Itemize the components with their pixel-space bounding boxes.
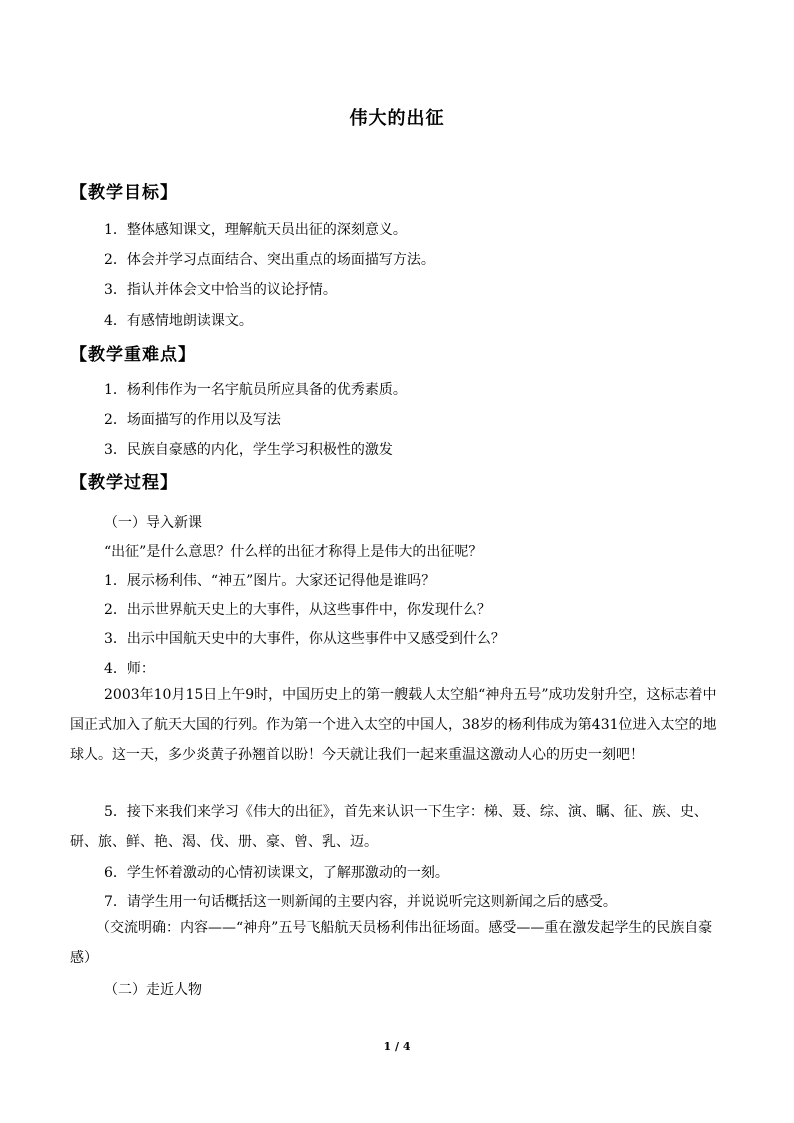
list-item: 7．请学生用一句话概括这一则新闻的主要内容，并说说听完这则新闻之后的感受。 xyxy=(104,894,617,910)
list-item: 2．出示世界航天史上的大事件，从这些事件中，你发现什么？ xyxy=(104,602,491,618)
paragraph: 5．接下来我们来学习《伟大的出征》，首先来认识一下生字：梯、聂、综、演、瞩、征、族、史、研、旅、鲜、艳、渴、伐、册、豪、曾、乳、迈。 xyxy=(70,804,708,850)
list-item: 1．展示杨利伟、“神五”图片。大家还记得他是谁吗？ xyxy=(104,573,436,589)
list-item: 3．民族自豪感的内化，学生学习积极性的激发 xyxy=(104,442,393,458)
page-number: 1 / 4 xyxy=(383,1040,411,1053)
list-item: 6．学生怀着激动的心情初读课文，了解那激动的一刻。 xyxy=(104,865,449,881)
list-item: 4．有感情地朗读课文。 xyxy=(104,313,253,329)
section-heading-goals: 【教学目标】 xyxy=(70,183,178,203)
paragraph: （交流明确：内容——“神舟”五号飞船航天员杨利伟出征场面。感受——重在激发起学生的民族自豪感） xyxy=(70,920,713,966)
list-item: 2．体会并学习点面结合、突出重点的场面描写方法。 xyxy=(104,252,435,268)
list-item: 1．整体感知课文，理解航天员出征的深刻意义。 xyxy=(104,222,407,238)
section-heading-key-points: 【教学重难点】 xyxy=(70,345,196,365)
paragraph: “出征”是什么意思？什么样的出征才称得上是伟大的出征呢？ xyxy=(104,544,483,560)
subsection-heading: （一）导入新课 xyxy=(104,515,202,531)
list-item: 3．出示中国航天史中的大事件，你从这些事件中又感受到什么？ xyxy=(104,631,505,647)
paragraph: 2003年10月15日上午9时，中国历史上的第一艘载人太空船“神舟五号”成功发射升空，这标志着中国正式加入了航天大国的行列。作为第一个进入太空的中国人，38岁的杨利伟成为第431位进入太空的地球人。这一天，多少炎黄子孙翘首以盼！今天就让我们一起来重温这激动人心的历史一刻吧！ xyxy=(70,687,717,763)
list-item: 4．师： xyxy=(104,661,155,677)
list-item: 1．杨利伟作为一名宇航员所应具备的优秀素质。 xyxy=(104,382,407,398)
section-heading-process: 【教学过程】 xyxy=(70,473,178,493)
list-item: 3．指认并体会文中恰当的议论抒情。 xyxy=(104,282,337,298)
list-item: 2．场面描写的作用以及写法 xyxy=(104,412,281,428)
subsection-heading: （二）走近人物 xyxy=(104,982,202,998)
page-title: 伟大的出征 xyxy=(349,108,445,129)
